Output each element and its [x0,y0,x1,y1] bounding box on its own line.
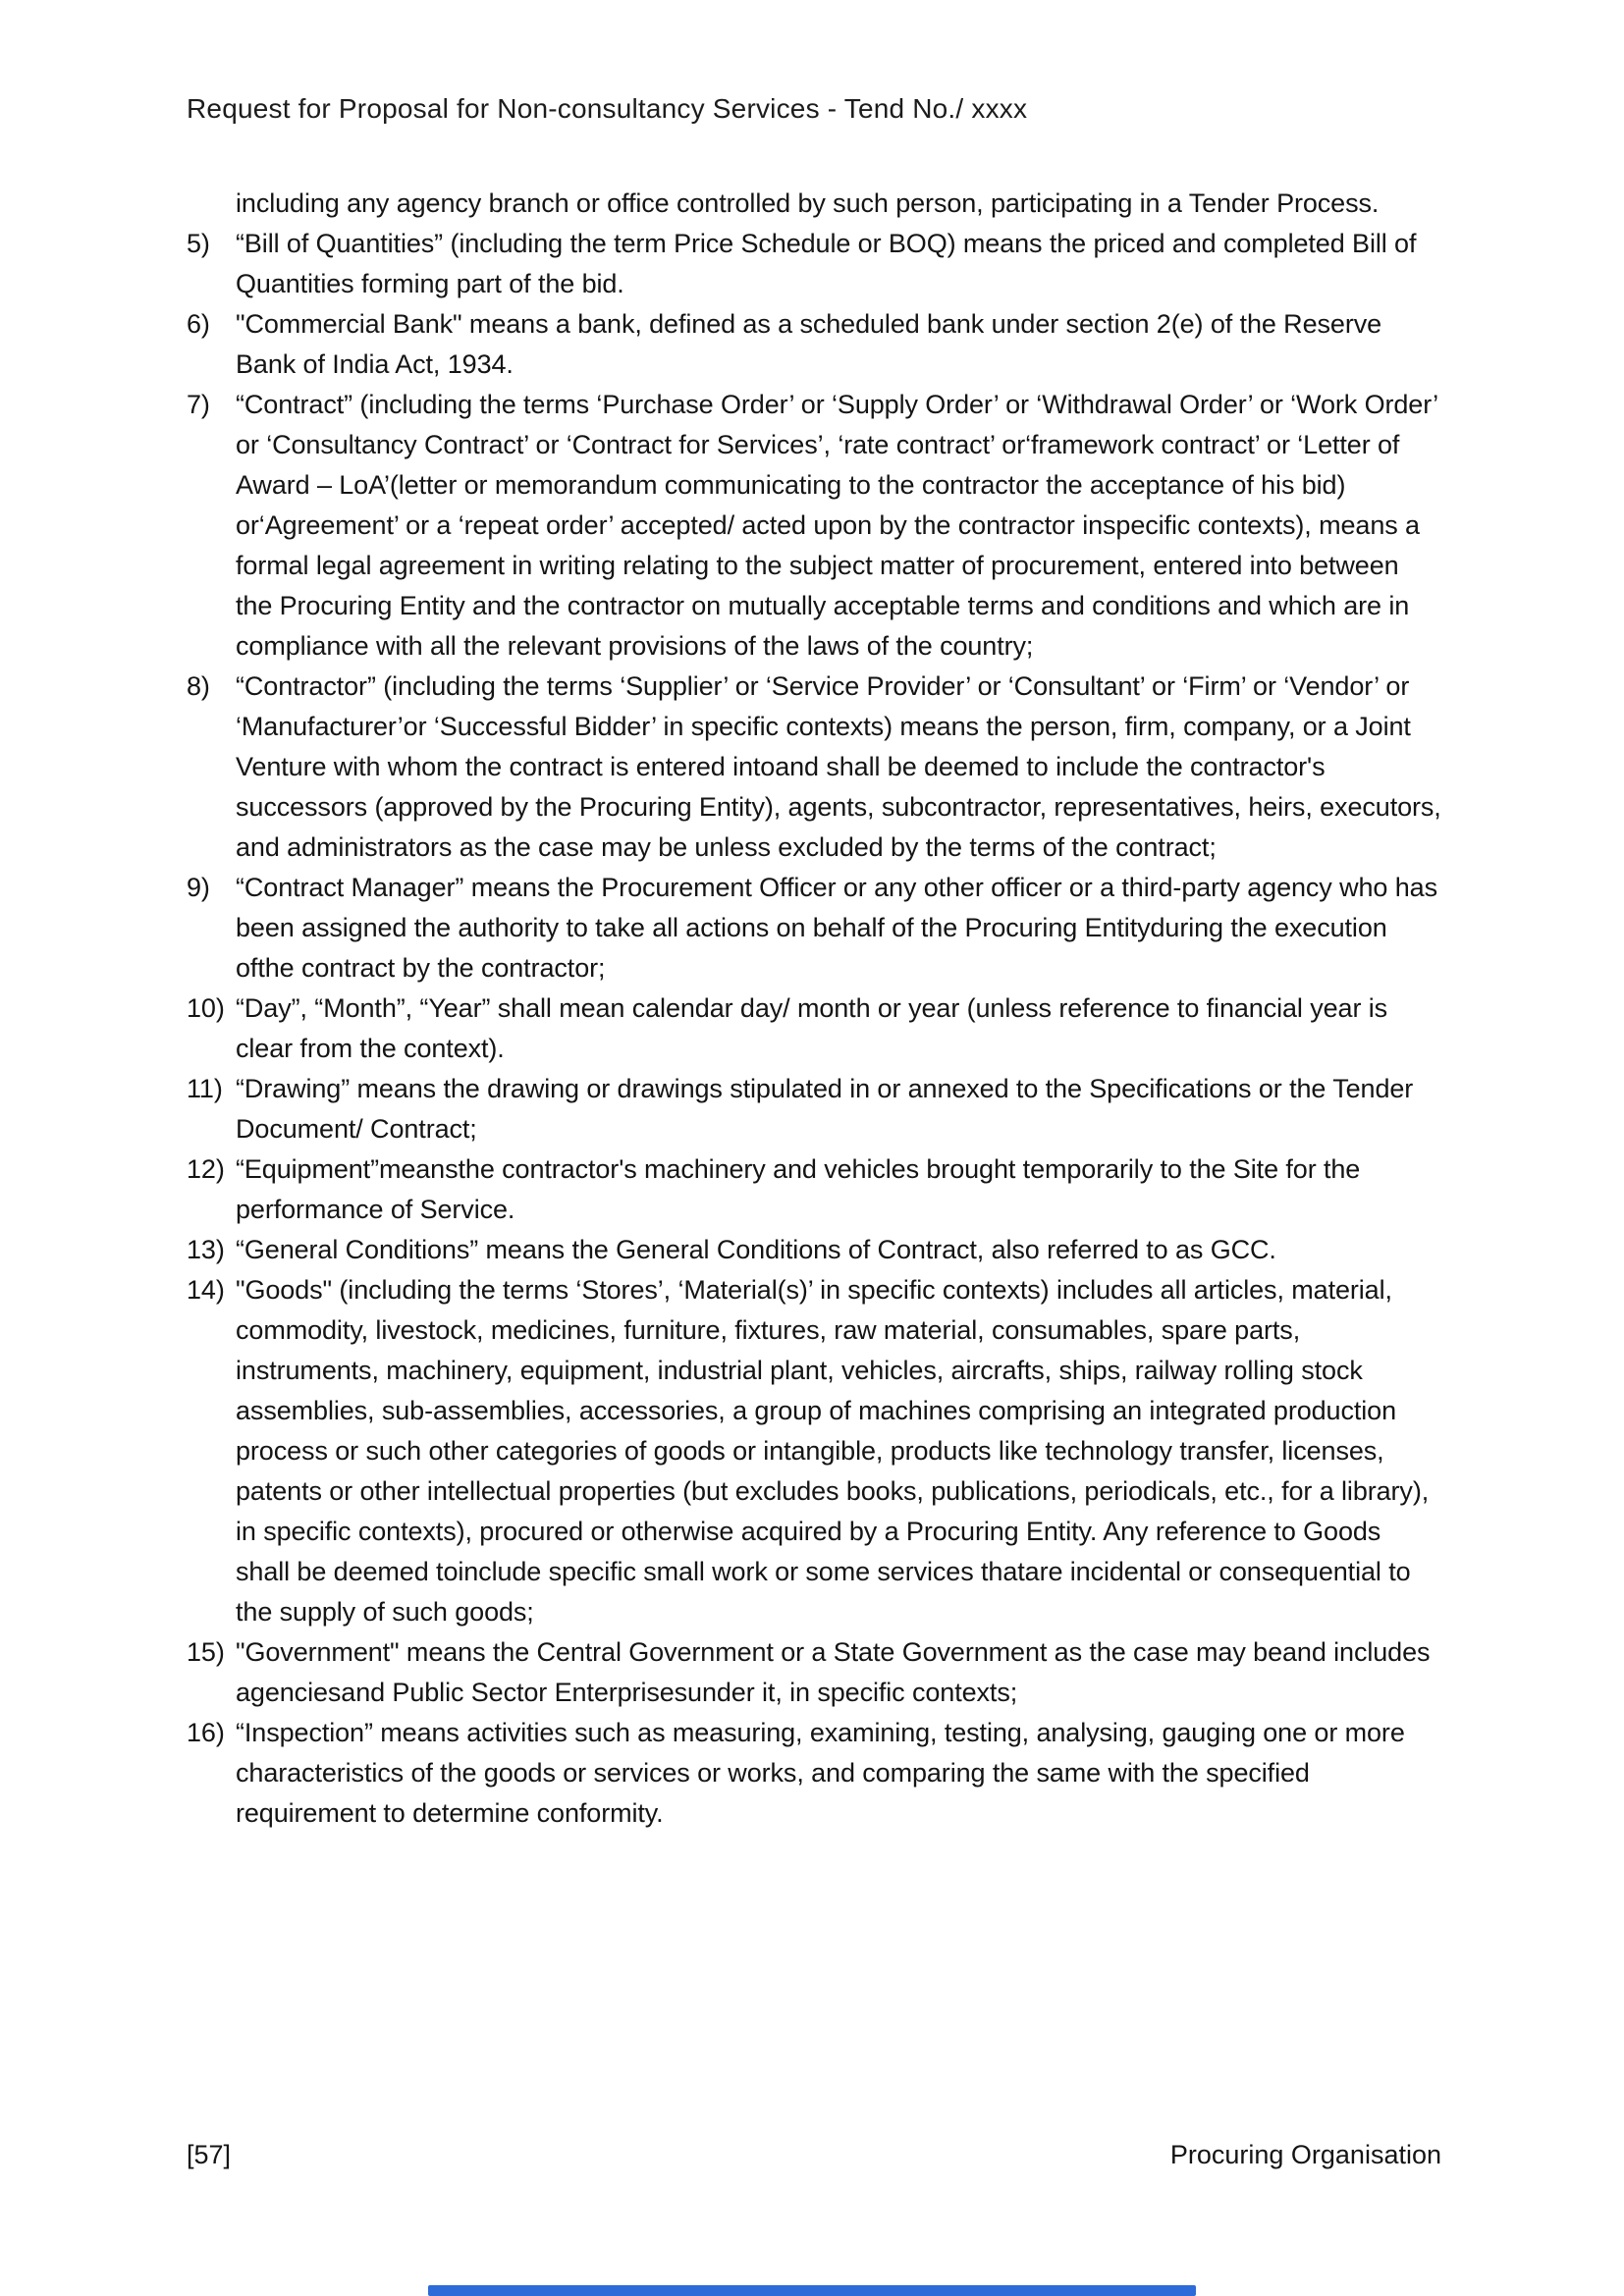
page-footer [187,2140,1441,2170]
definition-text: "Commercial Bank" means a bank, defined as a scheduled bank under section 2(e) of the Reserve Bank of India Act, 1934. [236,309,1382,379]
paragraph-continuation: including any agency branch or office controlled by such person, participating in a Tender Process. [236,188,1380,218]
definition-item [187,667,1441,868]
page-number: [57] [187,2140,232,2169]
definition-text: “General Conditions” means the General Conditions of Contract, also referred to as GCC. [236,1235,1276,1264]
definition-item [187,1270,1441,1632]
page-header: Request for Proposal for Non-consultancy Services - Tend No./ xxxx [187,93,1028,124]
definition-number: 16) [187,1718,225,1747]
definition-text: “Equipment”meansthe contractor's machinery and vehicles brought temporarily to the Site for the performance of Service. [236,1154,1361,1224]
definition-number: 14) [187,1275,225,1305]
definition-text: “Drawing” means the drawing or drawings stipulated in or annexed to the Specifications or the Tender Document/ Contract; [236,1074,1414,1144]
definition-item [187,304,1441,385]
definition-number: 6) [187,309,210,339]
definition-number: 7) [187,390,210,419]
definition-number: 12) [187,1154,225,1184]
definition-number: 11) [187,1074,223,1103]
definition-text: “Inspection” means activities such as measuring, examining, testing, analysing, gauging one or more characteristics of the goods or services or works, and comparing the same with the specified requirement to determine conformity. [236,1718,1405,1828]
definition-number: 10) [187,993,225,1023]
definition-number: 9) [187,873,210,902]
definition-text: “Contract” (including the terms ‘Purchase Order’ or ‘Supply Order’ or ‘Withdrawal Order’ or ‘Work Order’ or ‘Consultancy Contract’ or ‘Contract for Services’, ‘rate contract’ or‘framework contract’ or ‘Letter of Award – LoA’(letter or memorandum communicating to the contractor the acceptance of his bid) or‘Agreement’ or a ‘repeat order’ accepted/ acted upon by the contractor inspecific contexts), means a formal legal agreement in writing relating to the subject matter of procurement, entered into between the Procuring Entity and the contractor on mutually acceptable terms and conditions and which are in compliance with all the relevant provisions of the laws of the country; [236,390,1437,661]
definition-text: "Goods" (including the terms ‘Stores’, ‘Material(s)’ in specific contexts) includes all articles, material, commodity, livestock, medicines, furniture, fixtures, raw material, consumables, spare parts, instruments, machinery, equipment, industrial plant, vehicles, aircrafts, ships, railway rolling stock assemblies, sub-assemblies, accessories, a group of machines comprising an integrated production process or such other categories of goods or intangible, products like technology transfer, licenses, patents or other intellectual properties (but excludes books, publications, periodicals, etc., for a library), in specific contexts), procured or otherwise acquired by a Procuring Entity. Any reference to Goods shall be deemed toinclude specific small work or some services thatare incidental or consequential to the supply of such goods; [236,1275,1430,1627]
definition-text: “Bill of Quantities” (including the term Price Schedule or BOQ) means the priced and completed Bill of Quantities forming part of the bid. [236,229,1417,298]
definition-item [187,385,1441,667]
definition-number: 15) [187,1637,225,1667]
footer-organisation-label: Procuring Organisation [1169,2140,1441,2169]
definition-text: “Contract Manager” means the Procurement Officer or any other officer or a third-party agency who has been assigned the authority to take all actions on behalf of the Procuring Entityduring the execution ofthe contract by the contractor; [236,873,1437,983]
definition-number: 13) [187,1235,225,1264]
definition-number: 5) [187,229,210,258]
definition-item [187,1069,1441,1149]
definition-text: “Contractor” (including the terms ‘Supplier’ or ‘Service Provider’ or ‘Consultant’ or ‘Firm’ or ‘Vendor’ or ‘Manufacturer’or ‘Successful Bidder’ in specific contexts) means the person, firm, company, or a Joint Venture with whom the contract is entered intoand shall be deemed to include the contractor's successors (approved by the Procuring Entity), agents, subcontractor, representatives, heirs, executors, and administrators as the case may be unless excluded by the terms of the contract; [236,671,1441,862]
definition-item [187,1149,1441,1230]
definition-text: "Government" means the Central Government or a State Government as the case may beand includes agenciesand Public Sector Enterprisesunder it, in specific contexts; [236,1637,1431,1707]
definition-text: “Day”, “Month”, “Year” shall mean calendar day/ month or year (unless reference to financial year is clear from the context). [236,993,1388,1063]
definition-item [187,868,1441,988]
definition-item [187,1230,1441,1270]
definition-item [187,1632,1441,1713]
definition-number: 8) [187,671,210,701]
bottom-scrollbar[interactable] [428,2285,1196,2296]
definition-item [187,1713,1441,1834]
definitions-list [187,184,1441,1834]
definition-item [187,224,1441,304]
definition-item [187,988,1441,1069]
